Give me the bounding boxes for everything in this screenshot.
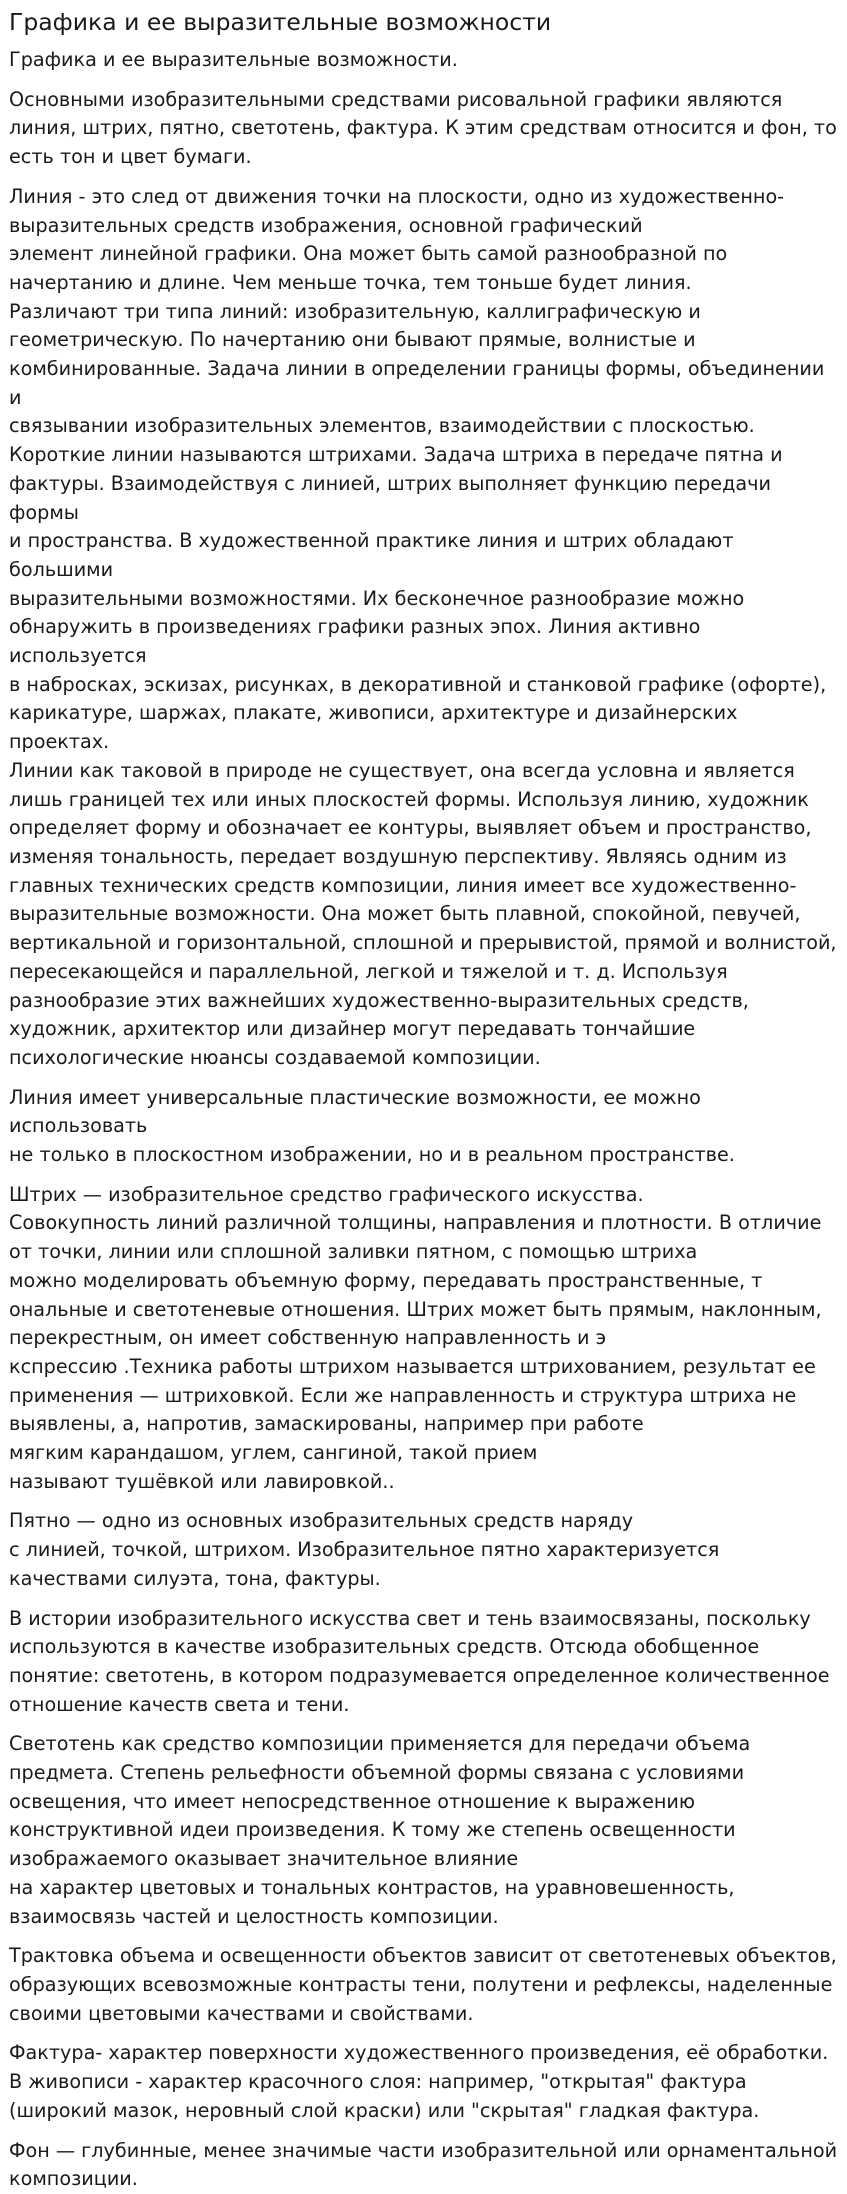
paragraph-means: Основными изобразительными средствами рисовальной графики являются линия, штрих, пятно, светотень, фактура. К этим средствам относится и фон, то есть тон и цвет бумаги. [9, 87, 837, 169]
page-title: Графика и ее выразительные возможности [9, 8, 552, 36]
paragraph-stroke: Штрих — изобразительное средство графического искусства. Совокупность линий различной толщины, направления и плотности. В отличие от точки, линии или сплошной заливки пятном, с помощью штриха можно моделировать объемную форму, передавать пространственные, т ональные и светотеневые отношения. Штрих может быть прямым, наклонным, перекрестным, он имеет собственную направленность и э кспрессию .Техника работы штрихом называется штрихованием, результат ее применения — штриховкой. Если же направленность и структура штриха не выявлены, а, напротив, замаскированы, например при работе мягким карандашом, углем, сангиной, такой прием называют тушёвкой или лавировкой.. [9, 1182, 822, 1493]
paragraph-spot: Пятно — одно из основных изобразительных средств наряду с линией, точкой, штрихом. Изобразительное пятно характеризуется качествами силуэта, тона, фактуры. [9, 1509, 720, 1590]
paragraph-background: Фон — глубинные, менее значимые части изобразительной или орнаментальной композиции. [9, 2138, 838, 2191]
paragraph-line-space: Линия имеет универсальные пластические возможности, ее можно использовать не только в плоскостном изображении, но и в реальном пространстве. [9, 1085, 735, 1167]
paragraph-volume: Трактовка объема и освещенности объектов зависит от светотеневых объектов, образующих всевозможные контрасты тени, полутени и рефлексы, наделенные своими цветовыми качествами и свойствами. [9, 1944, 837, 2025]
paragraph-light-shadow: В истории изобразительного искусства свет и тень взаимосвязаны, поскольку используются в качестве изобразительных средств. Отсюда обобщенное понятие: светотень, в котором подразумевается определенное количественное отношение качеств света и тени. [9, 1606, 830, 1716]
paragraph-texture: Фактура- характер поверхности художественного произведения, её обработки. В живописи - характер красочного слоя: например, "открытая" фактура (широкий мазок, неровный слой краски) или "скрытая" гладкая фактура. [9, 2041, 829, 2122]
paragraph-subtitle: Графика и ее выразительные возможности. [9, 48, 458, 71]
paragraph-line: Линия - это след от движения точки на плоскости, одно из художественно- выразительных средств изображения, основной графический элемент линейной графики. Она может быть самой разнообразной по начертанию и длине. Чем меньше точка, тем тоньше будет линия. Различают три типа линий: изобразительную, каллиграфическую и геометрическую. По начертанию они бывают прямые, волнистые и комбинированные. Задача линии в определении границы формы, объединении и связывании изобразительных элементов, взаимодействии с плоскостью. Короткие линии называются штрихами. Задача штриха в передаче пятна и фактуры. Взаимодействуя с линией, штрих выполняет функцию передачи формы и пространства. В художественной практике линия и штрих обладают большими выразительными возможностями. Их бесконечное разнообразие можно обнаружить в произведениях графики разных эпох. Линия активно используется в набросках, эскизах, рисунках, в декоративной и станковой графике (офорте), карикатуре, шаржах, плакате, живописи, архитектуре и дизайнерских проектах. Линии как таковой в природе не существует, она всегда условна и является лишь границей тех или иных плоскостей формы. Используя линию, художник определяет форму и обозначает ее контуры, выявляет объем и пространство, изменяя тональность, передает воздушную перспективу. Являясь одним из главных технических средств композиции, линия имеет все художественно- выразительные возможности. Она может быть плавной, спокойной, певучей, вертикальной и горизонтальной, сплошной и прерывистой, прямой и волнистой, пересекающейся и параллельной, легкой и тяжелой и т. д. Используя разнообразие этих важнейших художественно-выразительных средств, художник, архитектор или дизайнер могут передавать тончайшие психологические нюансы создаваемой композиции. [9, 184, 837, 1069]
paragraph-chiaroscuro: Светотень как средство композиции применяется для передачи объема предмета. Степень рельефности объемной формы связана с условиями освещения, что имеет непосредственное отношение к выражению конструктивной идеи произведения. К тому же степень освещенности изображаемого оказывает значительное влияние на характер цветовых и тональных контрастов, на уравновешенность, взаимосвязь частей и целостность композиции. [9, 1732, 751, 1928]
